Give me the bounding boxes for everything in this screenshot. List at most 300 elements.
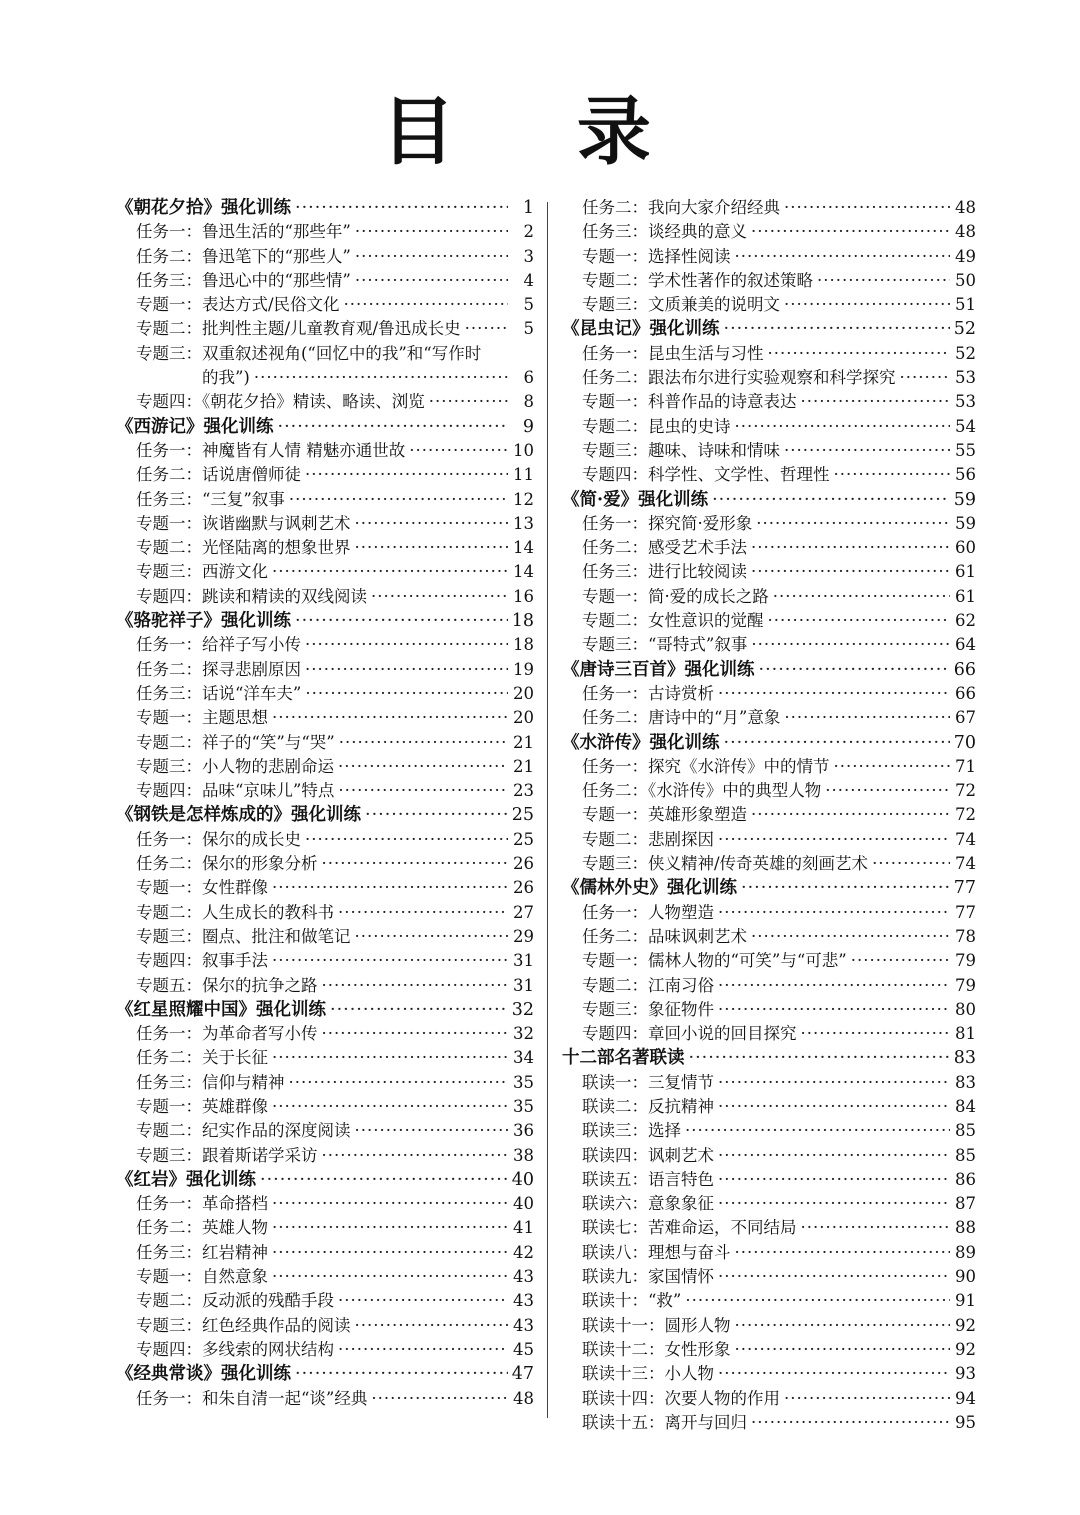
toc-entry — [562, 536, 976, 560]
dot-leader — [773, 585, 950, 609]
toc-page-number: 27 — [513, 902, 534, 922]
toc-entry — [116, 317, 534, 341]
toc-entry — [116, 755, 534, 779]
toc-page-number: 92 — [955, 1339, 976, 1359]
toc-entry — [116, 1071, 534, 1095]
toc-entry — [562, 1338, 976, 1362]
toc-entry-title: 《经典常谈》强化训练 — [116, 1364, 291, 1385]
toc-entry — [562, 1216, 976, 1240]
dot-leader — [305, 682, 508, 706]
dot-leader — [784, 1387, 950, 1411]
toc-page-number: 35 — [513, 1072, 534, 1092]
dot-leader — [751, 220, 950, 244]
dot-leader — [305, 828, 508, 852]
dot-leader — [355, 536, 509, 560]
toc-entry-title: 任务二：英雄人物 — [136, 1218, 268, 1238]
dot-leader — [759, 658, 950, 682]
toc-entry-title: 专题一：诙谐幽默与讽刺艺术 — [136, 513, 351, 533]
toc-entry — [562, 682, 976, 706]
toc-section-heading — [116, 196, 534, 220]
toc-page-number: 6 — [523, 368, 534, 388]
toc-page-number: 80 — [955, 999, 976, 1019]
toc-page-number: 31 — [513, 975, 534, 995]
toc-page-number: 1 — [522, 198, 534, 218]
toc-section-heading — [116, 609, 534, 633]
toc-entry-title: 任务一：昆虫生活与习性 — [582, 343, 764, 363]
toc-entry — [562, 1387, 976, 1411]
dot-leader — [289, 1071, 509, 1095]
toc-entry-title: 《钢铁是怎样炼成的》强化训练 — [116, 805, 361, 826]
toc-entry — [562, 998, 976, 1022]
toc-page-number: 41 — [513, 1218, 534, 1238]
toc-entry — [116, 390, 534, 414]
toc-entry-title: 专题三：侠义精神/传奇英雄的刻画艺术 — [582, 854, 869, 874]
toc-entry-title: 专题二：悲剧探因 — [582, 829, 714, 849]
toc-entry-title: 专题三：西游文化 — [136, 562, 268, 582]
toc-entry — [562, 828, 976, 852]
toc-entry — [116, 536, 534, 560]
toc-entry-title: 专题三：圈点、批注和做笔记 — [136, 926, 351, 946]
dot-leader — [371, 585, 508, 609]
toc-entry-title: 任务三：谈经典的意义 — [582, 222, 747, 242]
toc-entry — [562, 415, 976, 439]
toc-page-number: 79 — [955, 951, 976, 971]
dot-leader — [355, 925, 509, 949]
toc-page-number: 51 — [955, 295, 976, 315]
dot-leader — [784, 706, 950, 730]
toc-entry-title: 专题四：章回小说的回目探究 — [582, 1024, 797, 1044]
dot-leader — [685, 1289, 950, 1313]
toc-entry-title: 专题三：双重叙述视角(“回忆中的我”和“写作时 — [136, 343, 482, 363]
toc-entry — [562, 463, 976, 487]
toc-entry — [116, 220, 534, 244]
dot-leader — [322, 1022, 509, 1046]
toc-entry-title: 《唐诗三百首》强化训练 — [562, 659, 755, 680]
toc-page-number: 10 — [513, 440, 534, 460]
dot-leader — [295, 609, 508, 633]
dot-leader — [260, 1168, 508, 1192]
dot-leader — [735, 245, 951, 269]
toc-entry-title: 《朝花夕拾》强化训练 — [116, 198, 291, 218]
dot-leader — [834, 755, 951, 779]
dot-leader — [344, 293, 508, 317]
toc-entry-title: 专题一：表达方式/民俗文化 — [136, 295, 340, 315]
toc-entry — [562, 1265, 976, 1289]
toc-entry-title: 专题三：趣味、诗味和情味 — [582, 440, 780, 460]
toc-page-number: 74 — [955, 854, 976, 874]
toc-page-number: 90 — [955, 1267, 976, 1287]
dot-leader — [305, 463, 508, 487]
toc-entry — [116, 852, 534, 876]
toc-entry-title: 联读七：苦难命运，不同结局 — [582, 1218, 797, 1238]
toc-entry-title: 《骆驼祥子》强化训练 — [116, 611, 291, 632]
toc-page-number: 25 — [511, 805, 534, 826]
toc-entry-title: 任务一：为革命者写小传 — [136, 1024, 318, 1044]
dot-leader — [801, 1216, 951, 1240]
toc-page-number: 93 — [955, 1364, 976, 1384]
toc-section-heading — [562, 876, 976, 900]
toc-entry — [116, 901, 534, 925]
toc-entry — [116, 706, 534, 730]
toc-entry — [562, 585, 976, 609]
toc-entry — [562, 779, 976, 803]
toc-entry-title: 任务一：探究《水浒传》中的情节 — [582, 756, 830, 776]
toc-page-number: 12 — [513, 489, 534, 509]
toc-entry — [116, 512, 534, 536]
toc-page-number: 59 — [953, 489, 976, 510]
toc-page-number: 95 — [955, 1412, 976, 1432]
toc-entry-title: 专题一：简·爱的成长之路 — [582, 586, 769, 606]
toc-page-number: 42 — [513, 1242, 534, 1262]
toc-entry — [116, 293, 534, 317]
toc-page-number: 20 — [513, 683, 534, 703]
toc-page-number: 94 — [955, 1388, 976, 1408]
toc-entry — [562, 852, 976, 876]
dot-leader — [322, 852, 509, 876]
toc-entry — [116, 342, 534, 366]
toc-entry-title: 《红岩》强化训练 — [116, 1169, 256, 1190]
toc-entry-title: 《红星照耀中国》强化训练 — [116, 999, 326, 1020]
toc-page-number: 8 — [523, 392, 534, 412]
toc-entry-title: 任务二：跟法布尔进行实验观察和科学探究 — [582, 368, 896, 388]
toc-entry-title: 专题二：祥子的“笑”与“哭” — [136, 732, 335, 752]
dot-leader — [365, 803, 508, 827]
dot-leader — [825, 779, 950, 803]
dot-leader — [718, 1095, 950, 1119]
toc-page-number: 43 — [513, 1315, 534, 1335]
toc-entry-title: 专题一：科普作品的诗意表达 — [582, 392, 797, 412]
toc-entry — [562, 220, 976, 244]
toc-page-number: 72 — [955, 781, 976, 801]
dot-leader — [712, 488, 950, 512]
toc-page-number: 48 — [955, 198, 976, 217]
dot-leader — [718, 828, 950, 852]
dot-leader — [900, 366, 951, 390]
toc-entry-title: 任务二：保尔的形象分析 — [136, 854, 318, 874]
toc-entry — [116, 1216, 534, 1240]
toc-entry-title: 十二部名著联读 — [562, 1048, 685, 1069]
toc-entry-title: 联读三：选择 — [582, 1121, 681, 1141]
toc-entry-title: 专题四：科学性、文学性、哲理性 — [582, 465, 830, 485]
toc-entry — [116, 1314, 534, 1338]
dot-leader — [272, 1216, 508, 1240]
toc-entry — [562, 1314, 976, 1338]
toc-page-number: 36 — [513, 1121, 534, 1141]
toc-entry — [116, 269, 534, 293]
toc-entry — [116, 366, 534, 390]
toc-page-number: 83 — [953, 1048, 976, 1069]
toc-entry-title: 联读十五：离开与回归 — [582, 1412, 747, 1432]
toc-entry — [562, 1022, 976, 1046]
toc-page-number: 11 — [513, 465, 534, 485]
dot-leader — [834, 463, 951, 487]
dot-leader — [465, 317, 508, 341]
toc-entry-title: 联读十三：小人物 — [582, 1364, 714, 1384]
toc-page-number: 86 — [955, 1169, 976, 1189]
toc-entry-title: 专题五：保尔的抗争之路 — [136, 975, 318, 995]
toc-page-number: 60 — [955, 538, 976, 558]
toc-entry-title: 专题一：女性群像 — [136, 878, 268, 898]
toc-page-number: 91 — [955, 1291, 976, 1311]
toc-page-number: 64 — [955, 635, 976, 655]
dot-leader — [305, 658, 508, 682]
dot-leader — [735, 1241, 951, 1265]
toc-entry — [562, 925, 976, 949]
toc-page-number: 70 — [953, 732, 976, 753]
toc-page-number: 83 — [955, 1072, 976, 1092]
toc-page-number: 20 — [513, 708, 534, 728]
toc-entry — [562, 1095, 976, 1119]
toc-page-number: 43 — [513, 1291, 534, 1311]
toc-page-number: 5 — [523, 319, 534, 339]
dot-leader — [751, 560, 950, 584]
toc-entry-title: 任务二：我向大家介绍经典 — [582, 198, 780, 217]
toc-section-heading — [562, 488, 976, 512]
toc-entry-title: 专题二：江南习俗 — [582, 975, 714, 995]
toc-page-number: 67 — [955, 708, 976, 728]
dot-leader — [801, 390, 951, 414]
toc-entry — [116, 1241, 534, 1265]
toc-page-number: 54 — [955, 416, 976, 436]
dot-leader — [254, 366, 508, 390]
toc-page-number: 26 — [513, 878, 534, 898]
toc-page-number: 61 — [955, 562, 976, 582]
toc-section-heading — [116, 998, 534, 1022]
toc-entry-title: 专题一：儒林人物的“可笑”与“可悲” — [582, 951, 847, 971]
toc-entry-title: 《西游记》强化训练 — [116, 416, 274, 437]
dot-leader — [295, 196, 508, 220]
toc-entry-title: 任务一：古诗赏析 — [582, 683, 714, 703]
toc-entry — [116, 439, 534, 463]
toc-section-heading — [562, 1046, 976, 1070]
toc-entry — [116, 1192, 534, 1216]
dot-leader — [689, 1046, 950, 1070]
dot-leader — [735, 415, 951, 439]
toc-entry-title: 任务一：人物塑造 — [582, 902, 714, 922]
dot-leader — [272, 706, 508, 730]
dot-leader — [272, 876, 508, 900]
toc-entry-title: 专题一：主题思想 — [136, 708, 268, 728]
toc-section-heading — [116, 415, 534, 439]
dot-leader — [872, 852, 950, 876]
toc-page-number: 14 — [513, 562, 534, 582]
dot-leader — [355, 269, 508, 293]
toc-entry-title: 任务一：给祥子写小传 — [136, 635, 301, 655]
toc-entry-title: 任务三：红岩精神 — [136, 1242, 268, 1262]
toc-entry-title: 任务一：探究简·爱形象 — [582, 513, 753, 533]
dot-leader — [851, 949, 950, 973]
toc-page-number: 4 — [523, 270, 534, 290]
toc-page-number: 87 — [955, 1194, 976, 1214]
toc-page-number: 9 — [522, 416, 534, 437]
toc-entry — [562, 439, 976, 463]
toc-entry-title: 专题二：昆虫的史诗 — [582, 416, 731, 436]
toc-entry-title: 专题四：品味“京味儿”特点 — [136, 781, 335, 801]
toc-entry — [116, 1022, 534, 1046]
toc-entry-title: 联读五：语言特色 — [582, 1169, 714, 1189]
toc-entry-title: 联读四：讽刺艺术 — [582, 1145, 714, 1165]
toc-entry — [562, 560, 976, 584]
toc-entry — [562, 633, 976, 657]
dot-leader — [784, 293, 950, 317]
toc-page-number: 21 — [513, 756, 534, 776]
toc-page-number: 32 — [513, 1024, 534, 1044]
toc-entry-title: 任务三：进行比较阅读 — [582, 562, 747, 582]
toc-page-number: 21 — [513, 732, 534, 752]
dot-leader — [718, 901, 950, 925]
dot-leader — [272, 1192, 508, 1216]
toc-page-number: 85 — [955, 1121, 976, 1141]
dot-leader — [751, 1411, 950, 1435]
toc-entry-title: 联读一：三复情节 — [582, 1072, 714, 1092]
toc-entry — [116, 633, 534, 657]
toc-entry-title: 专题三：跟着斯诺学采访 — [136, 1145, 318, 1165]
toc-section-heading — [116, 1168, 534, 1192]
toc-entry-title: 专题四：《朝花夕拾》精读、略读、浏览 — [136, 392, 425, 412]
dot-leader — [718, 1192, 950, 1216]
toc-page-number: 19 — [513, 659, 534, 679]
dot-leader — [768, 342, 951, 366]
toc-entry-title: 专题一：选择性阅读 — [582, 246, 731, 266]
dot-leader — [768, 609, 951, 633]
dot-leader — [272, 949, 508, 973]
toc-page-number: 35 — [513, 1096, 534, 1116]
dot-leader — [718, 1362, 950, 1386]
toc-entry-title: 联读九：家国情怀 — [582, 1267, 714, 1287]
toc-entry-title: 《儒林外史》强化训练 — [562, 878, 737, 899]
toc-section-heading — [562, 317, 976, 341]
dot-leader — [718, 998, 950, 1022]
dot-leader — [338, 1338, 508, 1362]
dot-leader — [322, 1144, 509, 1168]
toc-entry-title: 专题二：批判性主题/儿童教育观/鲁迅成长史 — [136, 319, 461, 339]
toc-entry-title: 联读十一：圆形人物 — [582, 1315, 731, 1335]
dot-leader — [272, 1241, 508, 1265]
toc-page-number: 52 — [955, 343, 976, 363]
dot-leader — [355, 245, 508, 269]
dot-leader — [718, 974, 950, 998]
toc-entry-title: 专题一：英雄群像 — [136, 1096, 268, 1116]
toc-page-number: 2 — [523, 222, 534, 242]
dot-leader — [718, 682, 950, 706]
toc-page-number: 48 — [955, 222, 976, 242]
toc-page-number: 56 — [955, 465, 976, 485]
toc-entry — [116, 658, 534, 682]
toc-entry-title: 专题三：小人物的悲剧命运 — [136, 756, 334, 776]
toc-entry-title: 联读十：“救” — [582, 1291, 682, 1311]
dot-leader — [338, 901, 508, 925]
dot-leader — [718, 1144, 950, 1168]
toc-entry-title: 任务三：信仰与精神 — [136, 1072, 285, 1092]
toc-page-number: 38 — [513, 1145, 534, 1165]
toc-entry-title: 联读六：意象象征 — [582, 1194, 714, 1214]
toc-page-number: 61 — [955, 586, 976, 606]
toc-page-number: 23 — [513, 781, 534, 801]
toc-page-number: 84 — [955, 1096, 976, 1116]
toc-entry — [562, 245, 976, 269]
dot-leader — [278, 415, 509, 439]
dot-leader — [751, 803, 950, 827]
toc-page-number: 85 — [955, 1145, 976, 1165]
toc-entry-title: 专题三：文质兼美的说明文 — [582, 295, 780, 315]
dot-leader — [295, 1362, 508, 1386]
dot-leader — [718, 1168, 950, 1192]
toc-entry — [562, 293, 976, 317]
dot-leader — [724, 731, 950, 755]
dot-leader — [355, 1314, 509, 1338]
dot-leader — [429, 390, 508, 414]
toc-entry-title: 专题四：跳读和精读的双线阅读 — [136, 586, 367, 606]
toc-entry — [562, 1192, 976, 1216]
dot-leader — [272, 1046, 508, 1070]
toc-page-number: 72 — [955, 805, 976, 825]
toc-entry — [116, 585, 534, 609]
page-title: 目 录 — [381, 89, 699, 175]
toc-entry-title: 的我”) — [202, 368, 250, 388]
dot-leader — [272, 1095, 508, 1119]
toc-entry — [562, 803, 976, 827]
toc-entry-title: 任务三：“三复”叙事 — [136, 489, 285, 509]
toc-page-number: 55 — [955, 440, 976, 460]
toc-entry — [116, 1119, 534, 1143]
dot-leader — [801, 1022, 951, 1046]
toc-entry — [116, 463, 534, 487]
toc-entry — [116, 1144, 534, 1168]
toc-entry — [562, 1168, 976, 1192]
toc-entry-title: 专题三：象征物件 — [582, 999, 714, 1019]
toc-entry — [116, 560, 534, 584]
toc-right-column — [562, 196, 976, 1435]
dot-leader — [751, 633, 950, 657]
dot-leader — [339, 731, 508, 755]
dot-leader — [817, 269, 950, 293]
toc-entry — [562, 1071, 976, 1095]
toc-page-number: 71 — [955, 756, 976, 776]
toc-entry — [116, 1095, 534, 1119]
dot-leader — [272, 1265, 508, 1289]
toc-page-number: 5 — [523, 295, 534, 315]
toc-entry-title: 专题二：人生成长的教科书 — [136, 902, 334, 922]
dot-leader — [289, 488, 508, 512]
toc-entry-title: 联读二：反抗精神 — [582, 1096, 714, 1116]
dot-leader — [322, 974, 509, 998]
toc-entry — [116, 974, 534, 998]
toc-page-number: 62 — [955, 611, 976, 631]
toc-page-number: 74 — [955, 829, 976, 849]
toc-entry-title: 专题四：叙事手法 — [136, 951, 268, 971]
toc-entry — [562, 1144, 976, 1168]
dot-leader — [338, 1289, 508, 1313]
toc-entry — [562, 1241, 976, 1265]
toc-page-number: 31 — [513, 951, 534, 971]
toc-section-heading — [562, 658, 976, 682]
toc-page-number: 34 — [513, 1048, 534, 1068]
toc-entry-title: 《昆虫记》强化训练 — [562, 319, 720, 340]
toc-page-number: 78 — [955, 926, 976, 946]
toc-entry — [562, 512, 976, 536]
toc-entry — [562, 901, 976, 925]
toc-page-number: 52 — [953, 319, 976, 340]
toc-page-number: 77 — [953, 878, 976, 899]
toc-entry-title: 任务一：神魔皆有人情 精魅亦通世故 — [136, 440, 406, 460]
toc-entry — [562, 1362, 976, 1386]
toc-page-number: 77 — [955, 902, 976, 922]
toc-page-number: 14 — [513, 538, 534, 558]
toc-entry-title: 任务二：唐诗中的“月”意象 — [582, 708, 781, 728]
toc-entry-title: 《水浒传》强化训练 — [562, 732, 720, 753]
toc-entry — [562, 609, 976, 633]
toc-entry-title: 任务二：话说唐僧师徒 — [136, 465, 301, 485]
